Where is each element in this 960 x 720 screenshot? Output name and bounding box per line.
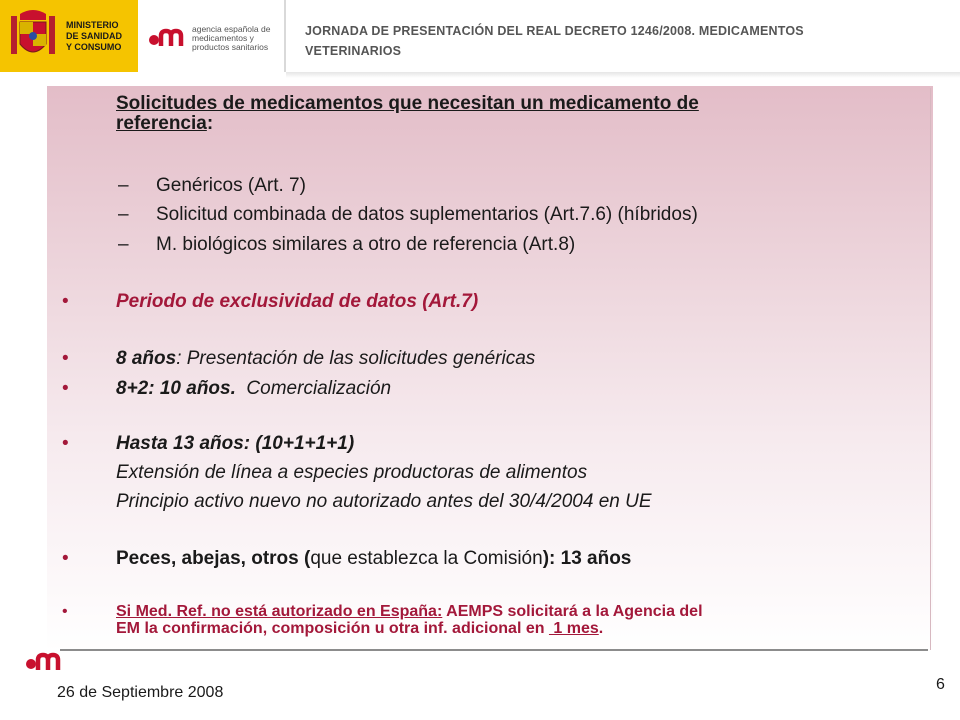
header-divider [284,0,286,72]
sub-item-text: Solicitud combinada de datos suplementarios (Art.7.6) (híbridos) [156,204,698,225]
bullet-marker: • [62,433,69,454]
bullet-text-bold: 8+2: 10 años. [116,378,236,399]
bullet-text-bold: ): 13 años [542,548,632,569]
sub-item-text: M. biológicos similares a otro de referencia (Art.8) [156,234,576,255]
ministerio-line: Y CONSUMO [66,42,122,52]
title-line-2: VETERINARIOS [305,44,402,58]
indented-text: Extensión de línea a especies productoras de alimentos [116,462,588,483]
slide-header [0,0,960,80]
bullet-marker: • [62,348,69,369]
bullet-text: Hasta 13 años: (10+1+1+1) [116,433,355,454]
heading-line-1: Solicitudes de medicamentos que necesitan un medicamento de [116,93,699,114]
footer-date: 26 de Septiembre 2008 [57,684,224,701]
bullet-marker: • [62,603,68,620]
header-shadow [286,72,960,78]
bullet-marker: • [62,548,69,569]
presentation-title [305,21,950,61]
agencia-line: medicamentos y [192,33,254,43]
note-text-line-2: EM la confirmación, composición u otra inf. adicional en [116,620,549,637]
title-line-1: JORNADA DE PRESENTACIÓN DEL REAL DECRETO 1246/2008. MEDICAMENTOS [305,24,804,38]
agencia-line: productos sanitarios [192,42,269,52]
ministerio-line: DE SANIDAD [66,31,123,41]
agencia-line: agencia española de [192,24,271,34]
indented-text: Principio activo nuevo no autorizado antes del 30/4/2004 en UE [116,491,652,512]
dash-marker: – [118,204,129,225]
am-logo-icon [148,26,186,48]
panel-edge [930,88,931,650]
bullet-marker: • [62,291,69,312]
dash-marker: – [118,234,129,255]
bullet-text-bold: 8 años [116,348,177,369]
slide-heading [116,94,856,134]
heading-line-2: referencia [116,113,207,134]
page-number: 6 [936,676,945,693]
bullet-text: Periodo de exclusividad de datos (Art.7) [116,291,479,312]
ministerio-line: MINISTERIO [66,20,119,30]
bullet-text: : Presentación de las solicitudes genéricas [176,348,536,369]
footer-divider [60,649,928,651]
aemps-note [116,603,916,637]
bullet-text: que establezca la Comisión [310,548,543,569]
coat-of-arms-icon [8,6,58,66]
am-logo-icon [24,650,64,672]
dash-marker: – [118,175,129,196]
bullet-text-bold: Peces, abejas, otros ( [116,548,311,569]
ministerio-logo [0,0,138,72]
ministerio-name [66,20,122,53]
note-underlined: Si Med. Ref. no está autorizado en España: [116,603,443,620]
bullet-marker: • [62,378,69,399]
note-period: 1 mes [548,620,599,637]
agencia-name [192,25,270,52]
sub-item-text: Genéricos (Art. 7) [156,175,306,196]
heading-colon: : [206,113,214,134]
agencia-logo [140,0,280,72]
note-end: . [598,620,604,637]
note-text: AEMPS solicitará a la Agencia del [442,603,703,620]
bullet-text: Comercialización [235,378,392,399]
